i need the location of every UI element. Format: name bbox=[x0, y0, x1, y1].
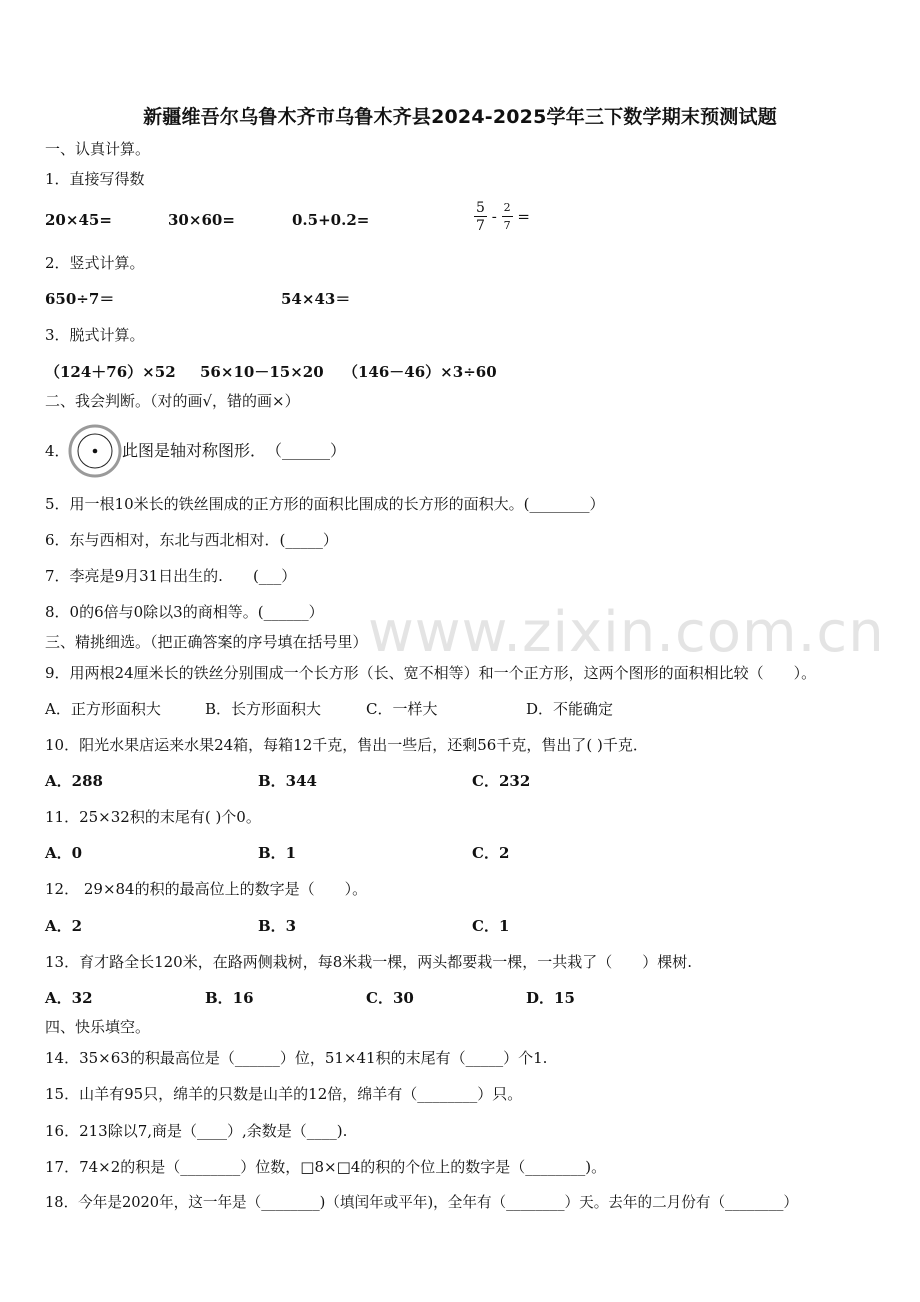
q12-option: A．2 bbox=[45, 917, 83, 935]
section-heading-1: 一、认真计算。 bbox=[45, 140, 151, 158]
question-1-label: 1．直接写得数 bbox=[45, 170, 145, 188]
q11-option: C．2 bbox=[472, 844, 510, 862]
q12-option: B．3 bbox=[258, 917, 297, 935]
question-2-label: 2．竖式计算。 bbox=[45, 254, 145, 272]
page-title: 新疆维吾尔乌鲁木齐市乌鲁木齐县2024-2025学年三下数学期末预测试题 bbox=[143, 106, 777, 128]
watermark: www.zixin.com.cn bbox=[368, 600, 885, 665]
q1-item: 0.5+0.2= bbox=[292, 211, 370, 229]
q13-option: A．32 bbox=[45, 989, 93, 1007]
q10-option: B．344 bbox=[258, 772, 317, 790]
fraction-two-sevenths: $\frac{2}{7}$ bbox=[502, 200, 513, 235]
question-17: 17．74×2的积是（________）位数，□8×□4的积的个位上的数字是（________)。 bbox=[45, 1158, 607, 1176]
q1-item: 30×60= bbox=[168, 211, 235, 229]
q1-item: 20×45= bbox=[45, 211, 112, 229]
question-4-number: 4． bbox=[45, 442, 70, 460]
question-6: 6．东与西相对，东北与西北相对．(_____） bbox=[45, 531, 338, 549]
question-13: 13．育才路全长120米，在路两侧栽树，每8米栽一棵，两头都要栽一棵，一共栽了（ ）棵树. bbox=[45, 953, 693, 971]
q2-item: 54×43＝ bbox=[281, 290, 351, 308]
q3-item: 56×10－15×20 bbox=[200, 363, 324, 381]
section-heading-4: 四、快乐填空。 bbox=[45, 1018, 151, 1036]
q11-option: B．1 bbox=[258, 844, 297, 862]
question-14: 14．35×63的积最高位是（______）位，51×41积的末尾有（_____）个1. bbox=[45, 1049, 548, 1067]
question-10: 10．阳光水果店运来水果24箱，每箱12千克，售出一些后，还剩56千克，售出了( )千克． bbox=[45, 736, 648, 754]
q11-option: A．0 bbox=[45, 844, 83, 862]
section-heading-3: 三、精挑细选。（把正确答案的序号填在括号里） bbox=[45, 633, 368, 651]
concentric-circle-figure bbox=[68, 424, 122, 478]
q10-option: A．288 bbox=[45, 772, 103, 790]
q3-item: （124＋76）×52 bbox=[45, 363, 176, 381]
fraction-five-sevenths: $\frac{5}{7}$ bbox=[476, 200, 485, 234]
q13-option: C．30 bbox=[366, 989, 414, 1007]
minus-sign: - bbox=[491, 207, 497, 226]
question-16: 16．213除以7,商是（____）,余数是（____). bbox=[45, 1122, 348, 1140]
question-3-label: 3．脱式计算。 bbox=[45, 326, 145, 344]
q13-option: B．16 bbox=[205, 989, 254, 1007]
q9-option: D．不能确定 bbox=[526, 700, 614, 718]
q2-item: 650÷7＝ bbox=[45, 290, 115, 308]
question-5: 5．用一根10米长的铁丝围成的正方形的面积比围成的长方形的面积大。(________） bbox=[45, 495, 605, 513]
question-18: 18．今年是2020年，这一年是（________)（填闰年或平年)，全年有（________）天。去年的二月份有（________） bbox=[45, 1194, 799, 1211]
question-12: 12． 29×84的积的最高位上的数字是（ ）。 bbox=[45, 880, 368, 898]
q1-fraction-expression bbox=[474, 200, 530, 235]
question-8: 8．0的6倍与0除以3的商相等。(______） bbox=[45, 603, 324, 621]
question-4-text: 此图是轴对称图形． （______） bbox=[122, 441, 347, 460]
q9-option: A．正方形面积大 bbox=[45, 700, 161, 718]
equals-sign: = bbox=[517, 207, 530, 226]
q13-option: D．15 bbox=[526, 989, 575, 1007]
q9-option: B．长方形面积大 bbox=[205, 700, 322, 718]
q12-option: C．1 bbox=[472, 917, 510, 935]
question-9: 9．用两根24厘米长的铁丝分别围成一个长方形（长、宽不相等）和一个正方形，这两个图形的面积相比较（ ）。 bbox=[45, 664, 817, 682]
section-heading-2: 二、我会判断。（对的画√，错的画×） bbox=[45, 392, 300, 410]
q10-option: C．232 bbox=[472, 772, 531, 790]
question-7: 7．李亮是9月31日出生的. (___） bbox=[45, 567, 297, 585]
q3-item: （146－46）×3÷60 bbox=[343, 363, 497, 381]
q9-option: C．一样大 bbox=[366, 700, 438, 718]
question-11: 11．25×32积的末尾有( )个0。 bbox=[45, 808, 261, 826]
question-15: 15．山羊有95只，绵羊的只数是山羊的12倍，绵羊有（________）只。 bbox=[45, 1085, 523, 1103]
